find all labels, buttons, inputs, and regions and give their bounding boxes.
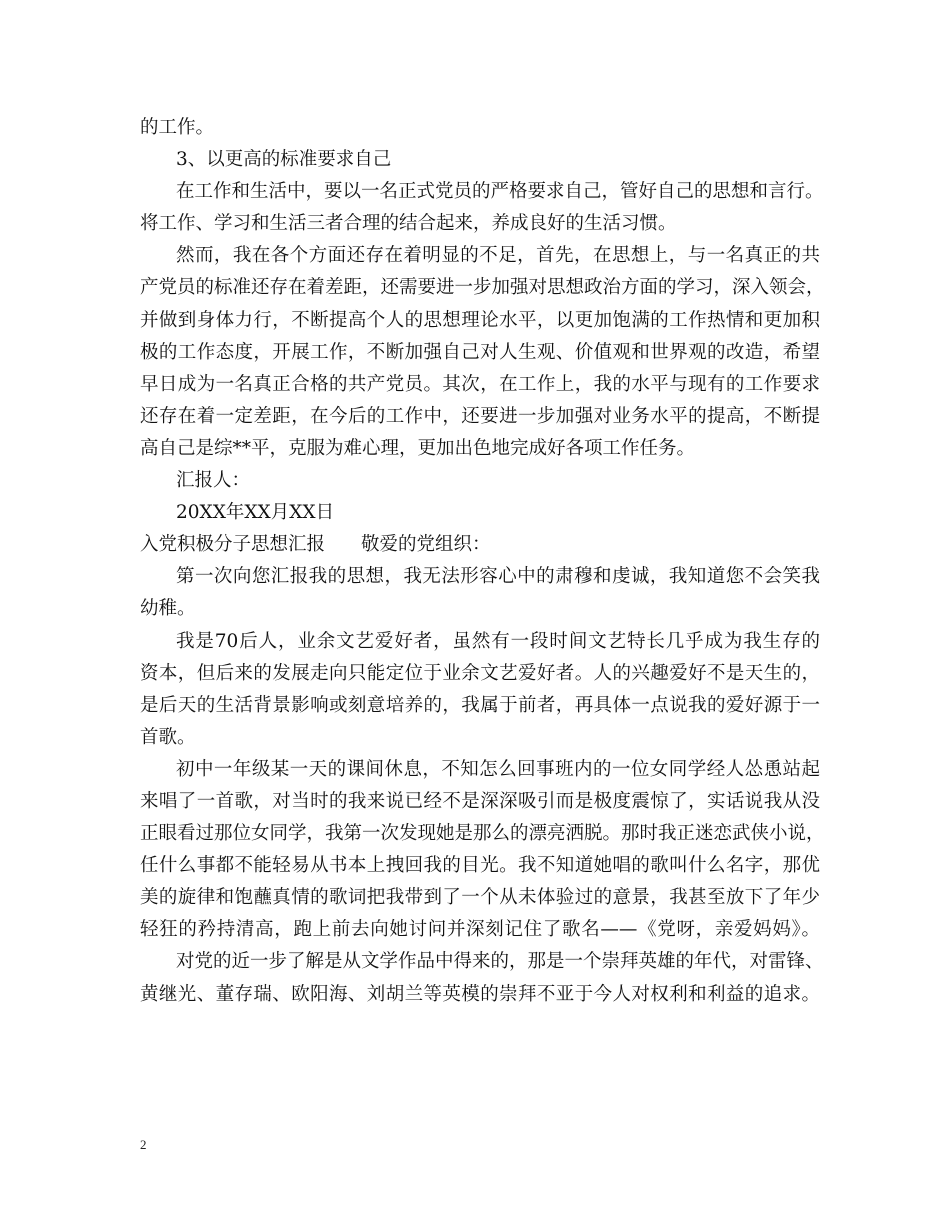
text-line: 资本，但后来的发展走向只能定位于业余文艺爱好者。人的兴趣爱好不是天生的， — [140, 662, 820, 684]
text-line: 的工作。 — [140, 117, 215, 138]
document-title: 入党积极分子思想汇报 — [140, 534, 326, 556]
title-line — [140, 529, 820, 561]
text-line: 首歌。 — [140, 726, 196, 748]
text-line: 初中一年级某一天的课间休息，不知怎么回事班内的一位女同学经人怂恿站起 — [176, 758, 820, 780]
text-line: 早日成为一名真正合格的共产党员。其次，在工作上，我的水平与现有的工作要求 — [140, 373, 820, 395]
page-number: 2 — [140, 1137, 147, 1152]
text-line: 我是70后人，业余文艺爱好者，虽然有一段时间文艺特长几乎成为我生存的 — [176, 630, 820, 652]
text-line: 在工作和生活中，要以一名正式党员的严格要求自己，管好自己的思想和言行。 — [176, 181, 824, 203]
document-body — [140, 112, 825, 1011]
section-heading: 3、以更高的标准要求自己 — [176, 149, 392, 171]
text-line: 还存在着一定差距，在今后的工作中，还要进一步加强对业务水平的提高，不断提 — [140, 405, 820, 427]
text-line: 美的旋律和饱蘸真情的歌词把我带到了一个从未体验过的意景，我甚至放下了年少 — [140, 887, 820, 909]
report-date: 20XX年XX月XX日 — [176, 502, 335, 524]
text-line: 产党员的标准还存在着差距，还需要进一步加强对思想政治方面的学习，深入领会， — [140, 277, 825, 299]
text-line: 幼稚。 — [140, 598, 196, 620]
text-line: 将工作、学习和生活三者合理的结合起来，养成良好的生活习惯。 — [140, 213, 677, 235]
text-line: 黄继光、董存瑞、欧阳海、刘胡兰等英模的崇拜不亚于今人对权利和利益的追求。 — [140, 983, 820, 1005]
text-line: 并做到身体力行，不断提高个人的思想理论水平，以更加饱满的工作热情和更加积 — [140, 309, 820, 331]
text-line: 高自己是综**平，克服为难心理，更加出色地完成好各项工作任务。 — [140, 437, 696, 459]
text-line: 来唱了一首歌，对当时的我来说已经不是深深吸引而是极度震惊了，实话说我从没 — [140, 790, 820, 812]
text-line: 极的工作态度，开展工作，不断加强自己对人生观、价值观和世界观的改造，希望 — [140, 341, 820, 363]
text-line: 任什么事都不能轻易从书本上拽回我的目光。我不知道她唱的歌叫什么名字，那优 — [140, 855, 820, 877]
text-line: 对党的近一步了解是从文学作品中得来的，那是一个崇拜英雄的年代，对雷锋、 — [176, 951, 824, 973]
salutation: 敬爱的党组织： — [361, 534, 491, 556]
text-line: 然而，我在各个方面还存在着明显的不足，首先，在思想上，与一名真正的共 — [176, 245, 820, 267]
text-line: 轻狂的矜持清高，跑上前去向她讨问并深刻记住了歌名——《党呀，亲爱妈妈》。 — [140, 919, 820, 941]
reporter-label: 汇报人： — [176, 470, 251, 492]
text-line: 是后天的生活背景影响或刻意培养的，我属于前者，再具体一点说我的爱好源于一 — [140, 694, 820, 716]
text-line: 正眼看过那位女同学，我第一次发现她是那么的漂亮洒脱。那时我正迷恋武侠小说， — [140, 823, 825, 845]
text-line: 第一次向您汇报我的思想，我无法形容心中的肃穆和虔诚，我知道您不会笑我 — [176, 566, 820, 588]
